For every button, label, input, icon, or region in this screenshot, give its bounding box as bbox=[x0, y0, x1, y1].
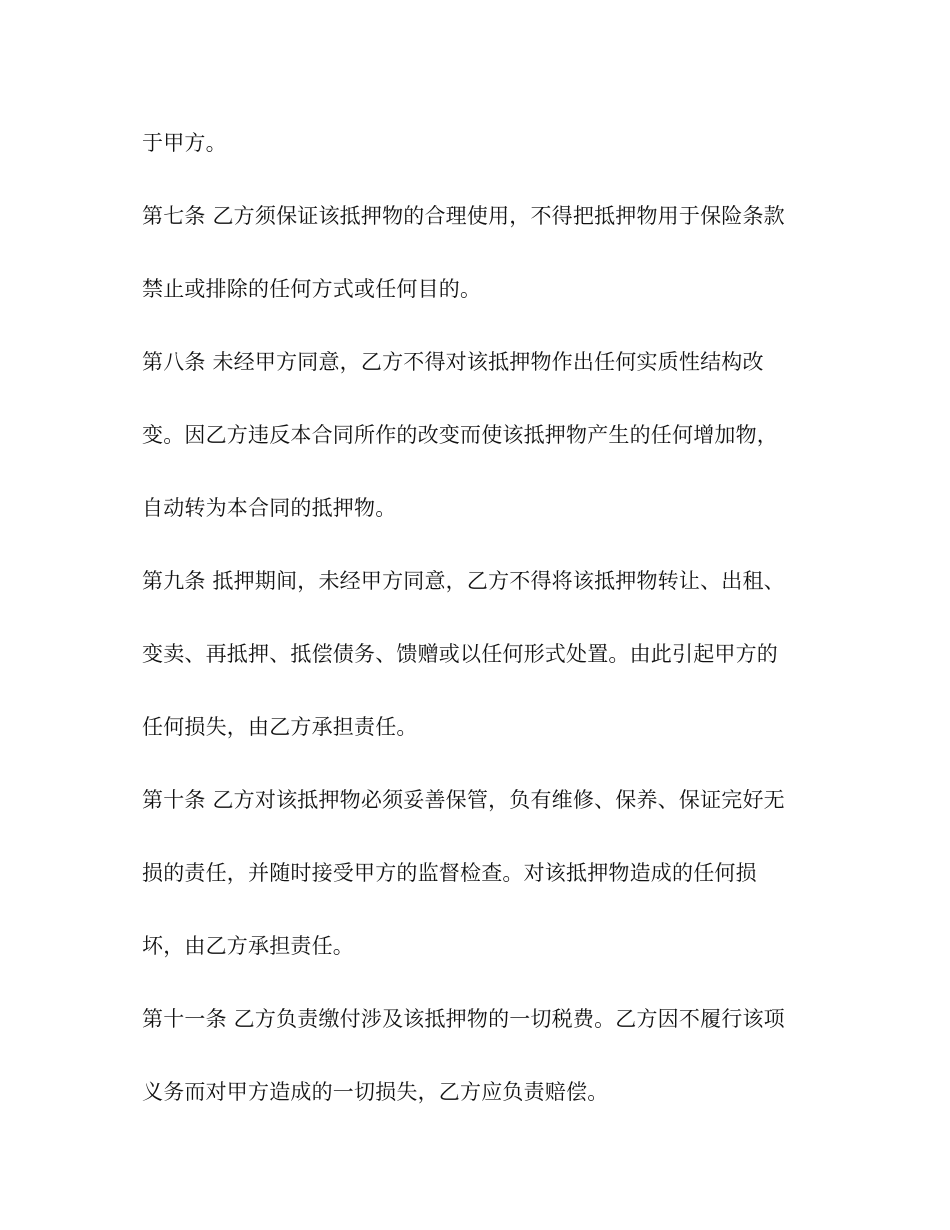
text-line: 变。因乙方违反本合同所作的改变而使该抵押物产生的任何增加物， bbox=[142, 423, 778, 447]
text-line: 变卖、再抵押、抵偿债务、馈赠或以任何形式处置。由此引起甲方的 bbox=[142, 642, 778, 666]
text-line: 自动转为本合同的抵押物。 bbox=[142, 496, 397, 520]
text-line: 第九条 抵押期间，未经甲方同意，乙方不得将该抵押物转让、出租、 bbox=[142, 569, 785, 593]
text-line: 第七条 乙方须保证该抵押物的合理使用，不得把抵押物用于保险条款 bbox=[142, 204, 785, 228]
text-line: 禁止或排除的任何方式或任何目的。 bbox=[142, 277, 482, 301]
text-line: 第八条 未经甲方同意，乙方不得对该抵押物作出任何实质性结构改 bbox=[142, 350, 764, 374]
text-line: 任何损失，由乙方承担责任。 bbox=[142, 715, 418, 739]
text-line: 第十一条 乙方负责缴付涉及该抵押物的一切税费。乙方因不履行该项 bbox=[142, 1007, 785, 1031]
text-line: 损的责任，并随时接受甲方的监督检查。对该抵押物造成的任何损 bbox=[142, 861, 757, 885]
text-line: 坏，由乙方承担责任。 bbox=[142, 934, 354, 958]
text-line: 第十条 乙方对该抵押物必须妥善保管，负有维修、保养、保证完好无 bbox=[142, 788, 785, 812]
text-line: 于甲方。 bbox=[142, 131, 227, 155]
text-line: 义务而对甲方造成的一切损失，乙方应负责赔偿。 bbox=[142, 1080, 609, 1104]
